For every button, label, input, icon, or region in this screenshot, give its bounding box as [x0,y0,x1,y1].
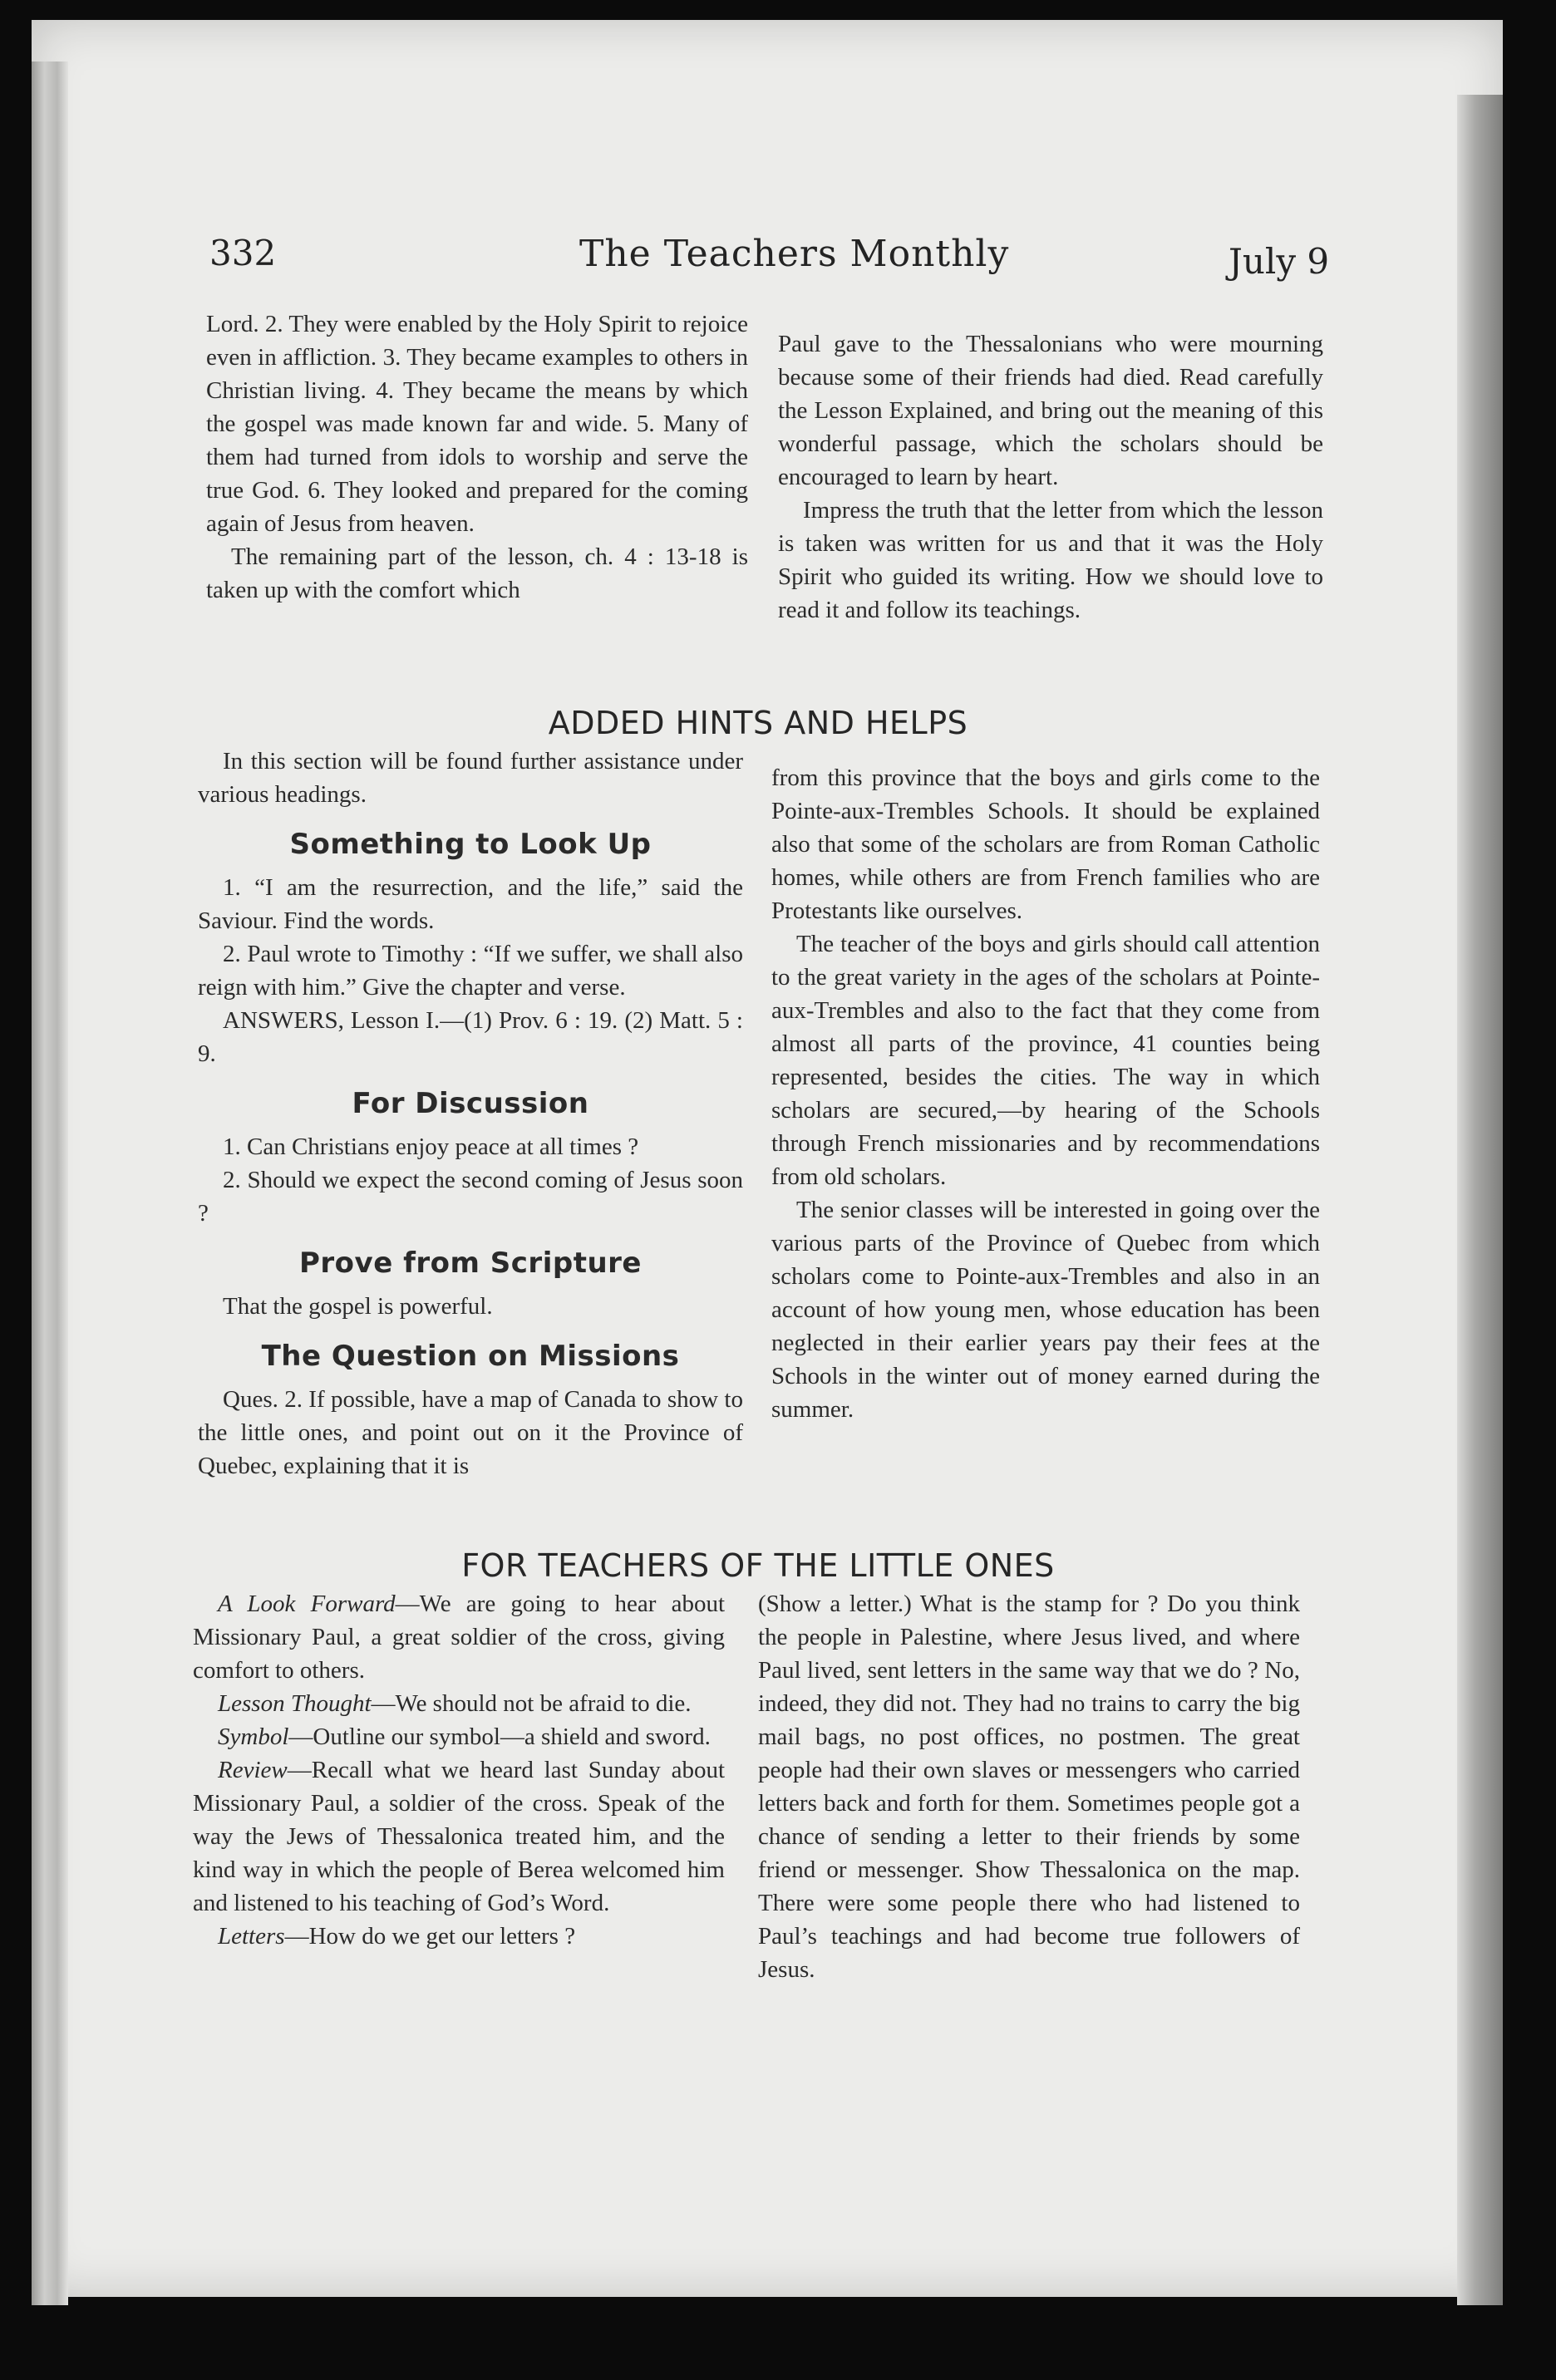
question: 1. Can Christians enjoy peace at all times ? [223,1133,639,1160]
paragraph: Lord. 2. They were enabled by the Holy Spirit to rejoice even in affliction. 3. They became examples to others in Christian living. 4. They became the means by which the gospel was made known far and wide. 5. Many of them had turned from idols to worship and serve the true God. 6. They looked and prepared for the coming again of Jesus from heaven. [206,311,748,537]
page-number: 332 [209,233,277,273]
paragraph: Review—Recall what we heard last Sunday about Missionary Paul, a soldier of the cross. Speak of the way the Jews of Thessalonica treated him, and the kind way in which the people of Berea welcomed him and listened to his teaching of God’s Word. [193,1757,725,1916]
issue-date: July 9 [1229,241,1330,282]
top-left-column [206,307,748,607]
paragraph: Lesson Thought—We should not be afraid to die. [218,1690,692,1717]
question: 1. “I am the resurrection, and the life,” said the Saviour. Find the words. [198,874,743,934]
question: 2. Should we expect the second coming of Jesus soon ? [198,1167,743,1227]
paragraph: That the gospel is powerful. [223,1293,493,1320]
subheading-scripture: Prove from Scripture [299,1247,642,1280]
little-ones-right-column [758,1587,1300,1986]
lead-in: Letters [218,1923,285,1950]
hints-right-column [771,761,1320,1426]
page-edge [1457,95,1503,2305]
section-heading-little-ones: FOR TEACHERS OF THE LITTLE ONES [461,1547,1055,1584]
paragraph: Letters—How do we get our letters ? [218,1923,576,1950]
journal-title: The Teachers Monthly [579,233,1010,275]
paragraph: Symbol—Outline our symbol—a shield and sword. [218,1724,711,1750]
lead-in: Review [218,1757,288,1783]
little-ones-left-column [193,1587,725,1953]
running-header [176,223,1340,298]
paragraph: A Look Forward—We are going to hear about Missionary Paul, a great soldier of the cross, giving comfort to others. [193,1591,725,1684]
subheading-look-up: Something to Look Up [289,828,652,861]
answers: ANSWERS, Lesson I.—(1) Prov. 6 : 19. (2) Matt. 5 : 9. [198,1007,743,1067]
paragraph: In this section will be found further assistance under various headings. [198,748,743,808]
book-spine [32,61,68,2305]
paragraph: Ques. 2. If possible, have a map of Canada to show to the little ones, and point out on it the Province of Quebec, explaining that it is [198,1386,743,1479]
question: 2. Paul wrote to Timothy : “If we suffer, we shall also reign with him.” Give the chapter and verse. [198,941,743,1001]
subheading-missions: The Question on Missions [261,1340,680,1373]
paragraph: Paul gave to the Thessalonians who were mourning because some of their friends had died. Read carefully the Lesson Explained, and bring out the meaning of this wonderful passage, which the scholars should be encouraged to learn by heart. [778,331,1323,490]
paragraph: The remaining part of the lesson, ch. 4 : 13-18 is taken up with the comfort which [206,543,748,603]
section-heading-hints: ADDED HINTS AND HELPS [548,705,968,741]
paragraph: (Show a letter.) What is the stamp for ? Do you think the people in Palestine, where Jesus lived, and where Paul lived, sent letters in the same way that we do ? No, indeed, they did not. They had no trains to carry the big mail bags, no post offices, no postmen. The great people had their own slaves or messengers who carried letters back and forth for them. Sometimes people got a chance of sending a letter to their friends by some friend or messenger. Show Thessalonica on the map. There were some people there who had listened to Paul’s teachings and had become true followers of Jesus. [758,1591,1300,1983]
lead-in: Lesson Thought [218,1690,372,1717]
paragraph: The senior classes will be interested in going over the various parts of the Province of Quebec from which scholars come to Pointe-aux-Trembles and also in an account of how young men, whose education has been neglected in their earlier years pay their fees at the Schools in the winter out of money earned during the summer. [771,1197,1320,1423]
top-right-column [778,327,1323,627]
lead-in: Symbol [218,1724,289,1750]
subheading-discussion: For Discussion [352,1087,589,1120]
lead-in: A Look Forward [218,1591,396,1617]
paragraph: Impress the truth that the letter from which the lesson is taken was written for us and that it was the Holy Spirit who guided its writing. How we should love to read it and follow its teachings. [778,497,1323,623]
paragraph: from this province that the boys and girls come to the Pointe-aux-Trembles Schools. It should be explained also that some of the scholars are from Roman Catholic homes, while others are from French families who are Protestants like ourselves. [771,765,1320,924]
hints-left-column [198,745,743,1483]
paragraph: The teacher of the boys and girls should call attention to the great variety in the ages of the scholars at Pointe-aux-Trembles and also to the fact that they come from almost all parts of the province, 41 counties being represented, besides the cities. The way in which scholars are secured,—by hearing of the Schools through French missionaries and by recommendations from old scholars. [771,931,1320,1190]
